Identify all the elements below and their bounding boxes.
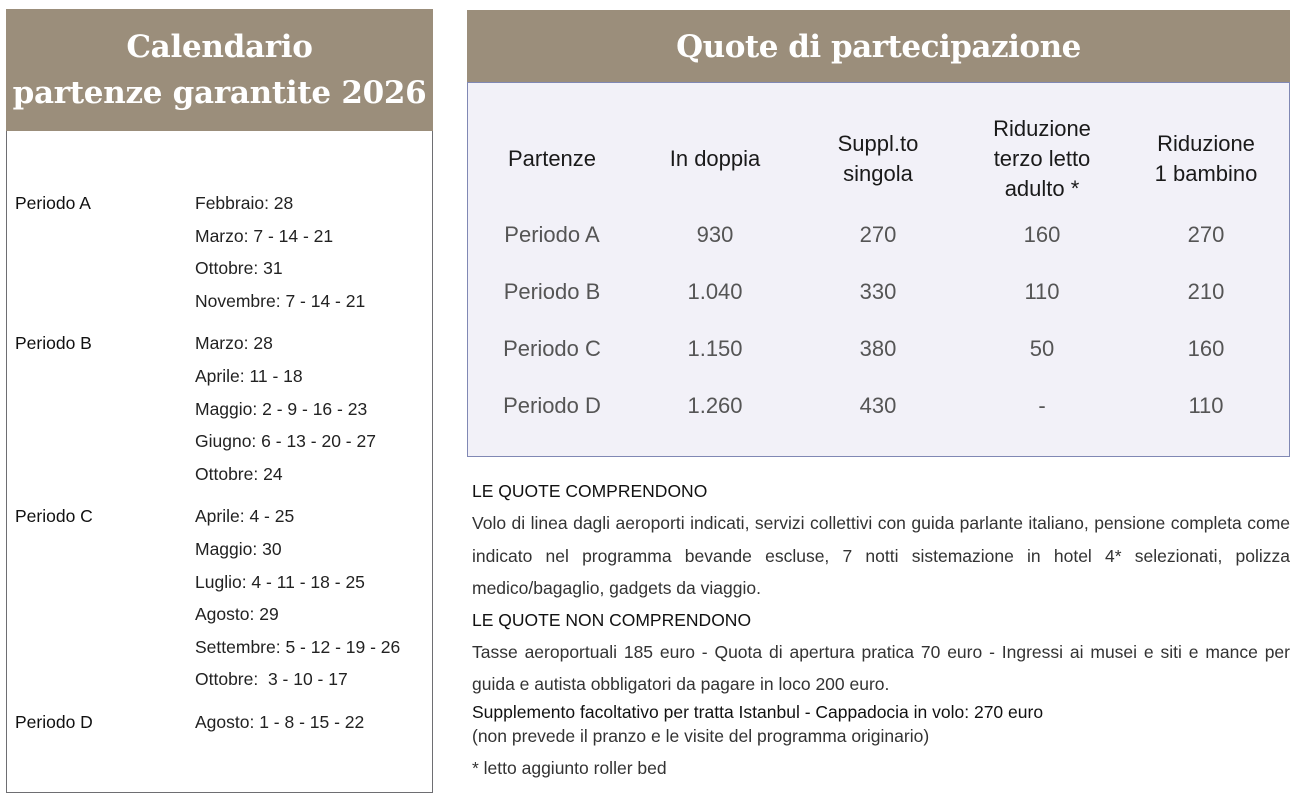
date-line: Maggio: 2 - 9 - 16 - 23 (195, 398, 368, 419)
date-line: Aprile: 11 - 18 (195, 365, 303, 386)
calendar-period-b (15, 327, 427, 490)
cell-bambino: 210 (1187, 279, 1225, 304)
cell-bambino: 160 (1187, 336, 1225, 361)
table-row (468, 334, 1289, 364)
date-line: Aprile: 4 - 25 (195, 506, 295, 527)
header-text: Partenze (507, 145, 597, 171)
cell-singola: 430 (859, 393, 897, 418)
supplement-note: (non prevede il pranzo e le visite del programma originario) (472, 725, 930, 746)
date-line: Settembre: 5 - 12 - 19 - 26 (195, 636, 401, 657)
cell-period: Periodo A (504, 222, 600, 247)
table-row (468, 277, 1289, 307)
period-label: Periodo B (15, 333, 92, 354)
calendar-list (15, 187, 427, 749)
calendar-period-c (15, 500, 427, 696)
calendar-panel (6, 9, 433, 793)
period-dates (195, 500, 427, 696)
date-line: Marzo: 28 (195, 333, 273, 354)
cell-period: Periodo D (503, 393, 601, 418)
header-text: terzo letto (993, 145, 1091, 171)
notes-section (472, 479, 1290, 780)
header-riduzione-bambino (1122, 111, 1290, 206)
header-text: Riduzione (993, 115, 1091, 141)
date-line: Ottobre: 3 - 10 - 17 (195, 669, 348, 690)
excluded-title: LE QUOTE NON COMPRENDONO (472, 609, 752, 630)
cell-terzo-letto: 50 (1029, 336, 1055, 361)
cell-period: Periodo C (503, 336, 601, 361)
cell-bambino: 110 (1188, 393, 1224, 418)
header-riduzione-terzo-letto (962, 111, 1122, 206)
header-suppl-singola (794, 111, 962, 206)
cell-terzo-letto: 110 (1024, 279, 1060, 304)
header-text: 1 bambino (1154, 160, 1258, 186)
excluded-text: Tasse aeroportuali 185 euro - Quota di apertura pratica 70 euro - Ingressi ai musei e siti e mance per guida e autista obbligatori da pagare in loco 200 euro. (472, 641, 1290, 694)
cell-doppia: 1.040 (687, 279, 743, 304)
date-line: Novembre: 7 - 14 - 21 (195, 290, 366, 311)
included-text: Volo di linea dagli aeroporti indicati, servizi collettivi con guida parlante italiano, pensione completa come indicato nel programma bevande escluse, 7 notti sistemazione in hotel 4* selezionati, polizza medico/bagaglio, gadgets da viaggio. (472, 513, 1290, 598)
date-line: Marzo: 7 - 14 - 21 (195, 225, 334, 246)
table-row (468, 391, 1289, 421)
cell-bambino: 270 (1187, 222, 1225, 247)
header-partenze (468, 111, 636, 206)
cell-singola: 270 (859, 222, 897, 247)
date-line: Agosto: 29 (195, 604, 279, 625)
date-line: Giugno: 6 - 13 - 20 - 27 (195, 431, 376, 452)
header-text: Riduzione (1157, 130, 1255, 156)
period-label: Periodo A (15, 193, 91, 213)
supplement-text: Supplemento facoltativo per tratta Istanbul - Cappadocia in volo: 270 euro (472, 701, 1044, 722)
header-text: singola (843, 160, 913, 186)
cell-doppia: 1.150 (687, 336, 743, 361)
period-label: Periodo D (15, 711, 93, 732)
date-line: Maggio: 30 (195, 538, 282, 559)
header-text: adulto * (1004, 175, 1080, 201)
quotes-title: Quote di partecipazione (467, 10, 1290, 83)
cell-doppia: 1.260 (687, 393, 743, 418)
period-dates (195, 187, 427, 317)
cell-singola: 380 (859, 336, 897, 361)
cell-period: Periodo B (503, 279, 601, 304)
header-in-doppia (636, 111, 794, 206)
quotes-table-header (468, 111, 1289, 206)
header-text: In doppia (669, 145, 761, 171)
calendar-period-d (15, 706, 427, 739)
date-line: Ottobre: 24 (195, 463, 283, 484)
date-line: Luglio: 4 - 11 - 18 - 25 (195, 571, 365, 592)
calendar-title-line1: Calendario (126, 29, 313, 65)
date-line: Ottobre: 31 (195, 258, 283, 279)
footnote: * letto aggiunto roller bed (472, 757, 667, 778)
cell-terzo-letto: - (1038, 393, 1046, 418)
header-text: Suppl.to (837, 130, 919, 156)
date-line: Agosto: 1 - 8 - 15 - 22 (195, 711, 365, 732)
period-label: Periodo C (15, 506, 93, 527)
cell-terzo-letto: 160 (1023, 222, 1061, 247)
included-title: LE QUOTE COMPRENDONO (472, 481, 708, 501)
period-dates (195, 706, 427, 739)
quotes-table (467, 82, 1290, 457)
period-dates (195, 327, 427, 490)
calendar-title (6, 9, 433, 131)
cell-doppia: 930 (696, 222, 734, 247)
cell-singola: 330 (859, 279, 897, 304)
table-row (468, 220, 1289, 250)
date-line: Febbraio: 28 (195, 193, 294, 213)
calendar-period-a (15, 187, 427, 317)
calendar-title-line2: partenze garantite 2026 (12, 75, 427, 111)
